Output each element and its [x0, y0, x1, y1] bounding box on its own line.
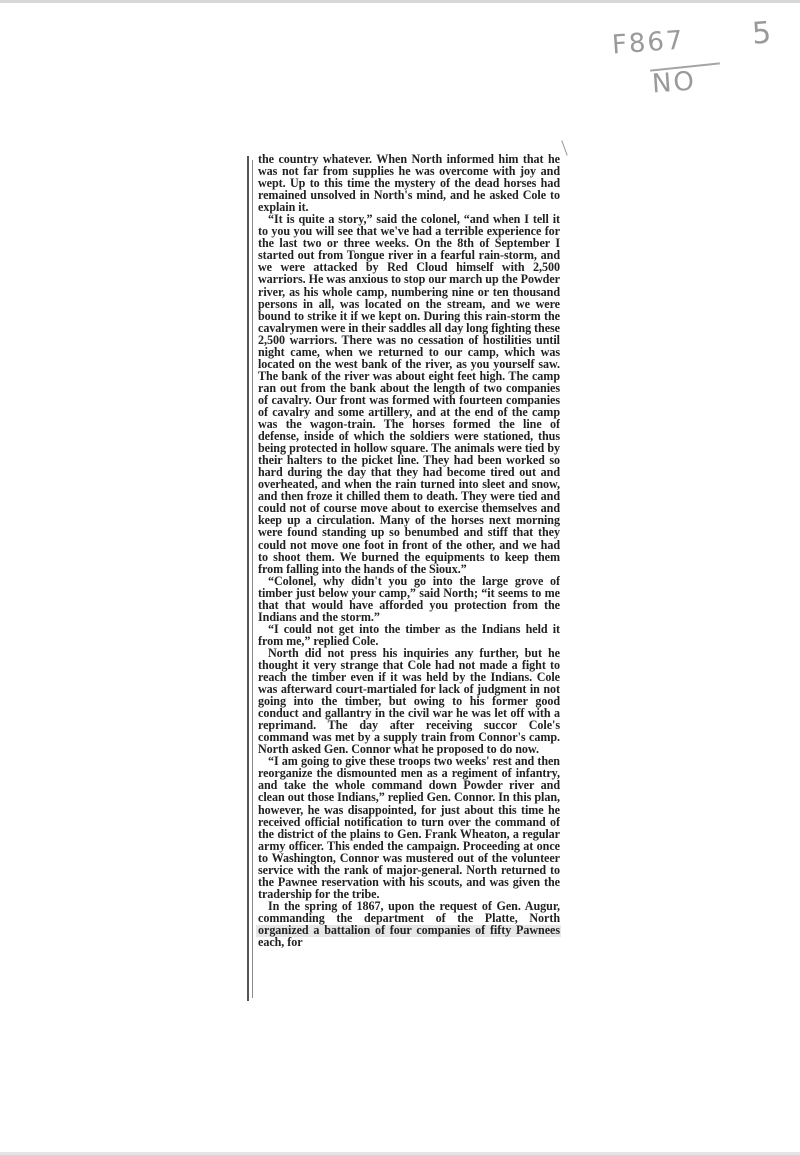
article-paragraph: “Colonel, why didn't you go into the large grove of timber just below your camp,” said North; “it seems to me that that would have afforded you protection from the Indians and the storm.”	[258, 573, 560, 624]
column-rule-inner	[252, 160, 253, 998]
column-rule	[247, 156, 249, 1001]
newspaper-clipping-article	[258, 153, 560, 1003]
article-paragraph: “I could not get into the timber as the Indians held it from me,” replied Cole.	[258, 621, 560, 648]
clipping-edge-mark	[561, 140, 567, 155]
article-paragraph: In the spring of 1867, upon the request of Gen. Augur, commanding the department of the Platte, North organized a battalion of four companies of fifty Pawnees each, for	[258, 898, 560, 950]
print-smudge	[256, 925, 561, 937]
article-paragraph: North did not press his inquiries any further, but he thought it very strange that Cole had not made a fight to reach the timber even if it was held by the Indians. Cole was afterward court-martialed for lack of judgment in not going into the timber, but owing to his former good conduct and gallantry in the civil war he was let off with a reprimand. The day after receiving succor Cole's command was met by a supply train from Connor's camp. North asked Gen. Connor what he proposed to do now.	[258, 645, 560, 757]
page-edge-top	[0, 0, 800, 3]
handwritten-marker: NO	[651, 66, 697, 100]
handwritten-catalog-id: F867	[611, 25, 686, 61]
article-paragraph: “It is quite a story,” said the colonel, “and when I tell it to you you will see that we've had a terrible experience for the last two or three weeks. On the 8th of September I started out from Tongue river in a fearful rain-storm, and we were attacked by Red Cloud himself with 2,500 warriors. He was anxious to stop our march up the Powder river, as his whole camp, numbering nine or ten thousand persons in all, was located on the stream, and we were bound to strike it if we kept on. During this rain-storm the cavalrymen were in their saddles all day long fighting these 2,500 warriors. There was no cessation of hostilities until night came, when we returned to our camp, which was located on the west bank of the river, as you yourself saw. The bank of the river was about eight feet high. The camp ran out from the bank about the length of two companies of cavalry. Our front was formed with fourteen companies of cavalry and some artillery, and at the end of the camp was the wagon-train. The horses formed the line of defense, inside of which the soldiers were stationed, thus being protected in hollow square. The animals were tied by their halters to the picket line. They had been worked so hard during the day that they had become tired out and overheated, and when the rain turned into sleet and snow, and then froze it chilled them to death. They were tied and could not of course move about to exercise themselves and keep up a circulation. Many of the horses next morning were found standing up so benumbed and stiff that they could not move one foot in front of the other, and we had to shoot them. We burned the equipments to keep them from falling into the hands of the Sioux.”	[258, 212, 560, 576]
article-paragraph: “I am going to give these troops two weeks' rest and then reorganize the dismounted men as a regiment of infantry, and take the whole command down Powder river and clean out those Indians,” replied Gen. Connor. In this plan, however, he was disappointed, for just about this time he received official notification to turn over the command of the district of the plains to Gen. Frank Wheaton, a regular army officer. This ended the campaign. Proceeding at once to Washington, Connor was mustered out of the volunteer service with the rank of major-general. North returned to the Pawnee reservation with his scouts, and was given the tradership for the tribe.	[258, 754, 560, 901]
article-paragraph: the country whatever. When North informed him that he was not far from supplies he was overcome with joy and wept. Up to this time the mystery of the dead horses had remained unsolved in North's mind, and he asked Cole to explain it.	[258, 153, 560, 215]
handwritten-page-number: 5	[750, 15, 775, 52]
